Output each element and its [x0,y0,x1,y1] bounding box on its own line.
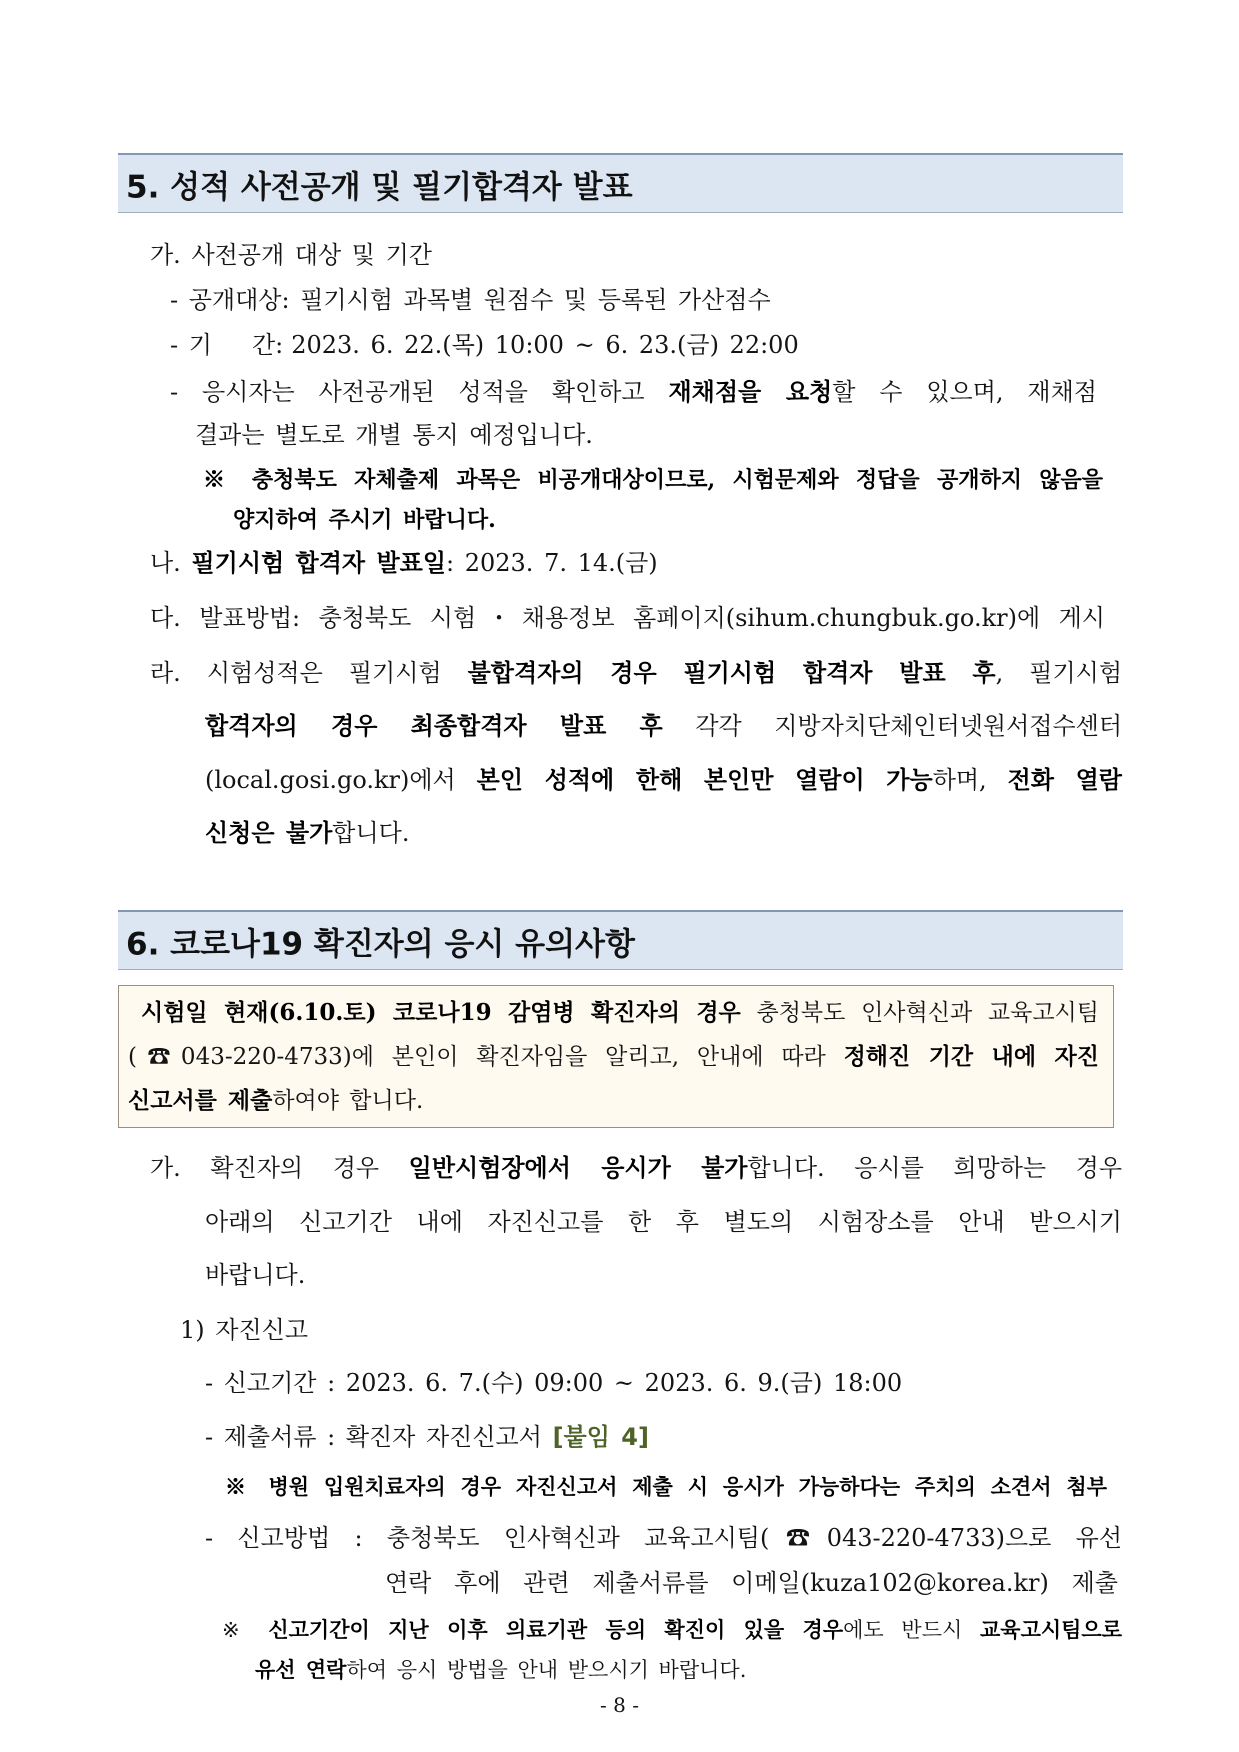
notice-text: 하여야 합니다. [272,1088,424,1114]
ra-emphasis: 전화 열람 [1007,765,1122,794]
hospital-note: ※ 병원 입원치료자의 경우 자진신고서 제출 시 응시가 가능하다는 주치의 소견서 첨부 [225,1474,1107,1499]
report-method-line-2: 연락 후에 관련 제출서류를 이메일(kuza102@korea.kr) 제출 [385,1569,1118,1597]
section-5-title: 5. 성적 사전공개 및 필기합격자 발표 [126,169,633,205]
period-value: 2023. 6. 22.(목) 10:00 ~ 6. 23.(금) 22:00 [291,331,799,359]
self-report-heading: 1) 자진신고 [180,1316,308,1344]
section-5-header [118,153,1123,213]
rescore-line-2: 결과는 별도로 개별 통지 예정입니다. [195,421,593,449]
documents-label: - 제출서류 : 확진자 자진신고서 [205,1423,553,1451]
s6-item-ga-line-3: 바랍니다. [205,1261,306,1289]
notice-text: 충청북도 인사혁신과 교육고시팀 [740,1000,1099,1026]
disclosure-period [170,330,799,360]
ra-text: 하며, [932,766,1008,794]
late-report-note-line-1 [222,1616,1122,1644]
attachment-tag: [붙임 4] [552,1423,649,1451]
notice-line-2 [128,1043,1099,1071]
ra-emphasis: 신청은 불가 [205,818,333,847]
rescore-emphasis: 재채점을 요청 [668,377,833,406]
ra-text: (local.gosi.go.kr)에서 [205,766,477,794]
rescore-text: - 응시자는 사전공개된 성적을 확인하고 [170,378,669,406]
ga-text: 합니다. 응시를 희망하는 경우 [747,1154,1123,1182]
ra-emphasis: 본인 성적에 한해 본인만 열람이 가능 [476,765,933,794]
ga-text: 가. 확진자의 경우 [150,1154,409,1182]
notice-line-3 [128,1087,423,1115]
ga-emphasis: 일반시험장에서 응시가 불가 [408,1153,748,1182]
note-mark: ※ [222,1618,269,1642]
late-note-text: 하여 응시 방법을 안내 받으시기 바랍니다. [346,1658,747,1682]
late-report-note-line-2 [255,1656,746,1684]
s5-item-na [150,548,658,578]
ra-text: 라. 시험성적은 필기시험 [150,659,468,687]
notice-emphasis: 신고서를 제출 [128,1087,273,1114]
s5-item-da: 다. 발표방법: 충청북도 시험・채용정보 홈페이지(sihum.chungbuk.go.kr)에 게시 [150,604,1105,632]
nondisclosure-note-line-2: 양지하여 주시기 바랍니다. [233,507,496,533]
na-value: : 2023. 7. 14.(금) [446,549,658,577]
late-note-text: 에도 반드시 [843,1618,980,1642]
report-method-line-1: - 신고방법 : 충청북도 인사혁신과 교육고시팀(☎043-220-4733)으로 유선 [205,1524,1122,1552]
nondisclosure-note-line-1: ※ 충청북도 자체출제 과목은 비공개대상이므로, 시험문제와 정답을 공개하지 않음을 [203,467,1103,493]
notice-emphasis: 정해진 기간 내에 자진 [843,1043,1099,1070]
s5-item-ra-line-3 [205,765,1122,795]
ra-text: , 필기시험 [995,659,1123,687]
ra-emphasis: 합격자의 경우 최종합격자 발표 후 [205,711,663,740]
notice-text: (☎043-220-4733)에 본인이 확진자임을 알리고, 안내에 따라 [128,1044,844,1070]
disclosure-target: - 공개대상: 필기시험 과목별 원점수 및 등록된 가산점수 [170,286,771,314]
notice-line-1 [141,999,1099,1027]
na-prefix: 나. [150,549,192,577]
ra-text: 합니다. [332,819,410,847]
s6-item-ga-line-2: 아래의 신고기간 내에 자진신고를 한 후 별도의 시험장소를 안내 받으시기 [205,1208,1122,1236]
late-note-emphasis: 교육고시팀으로 [980,1617,1123,1642]
late-note-emphasis: 유선 연락 [255,1657,347,1682]
period-label-end: 간: [251,331,284,359]
ra-text: 각각 지방자치단체인터넷원서접수센터 [662,712,1123,740]
period-label-start: - 기 [170,331,212,359]
rescore-text-end: 할 수 있으며, 재채점 [832,378,1097,406]
s6-item-ga-line-1 [150,1153,1122,1183]
rescore-line-1 [170,377,1097,407]
s5-item-ra-line-1 [150,658,1122,688]
page-number: - 8 - [600,1693,639,1717]
ra-emphasis: 불합격자의 경우 필기시험 합격자 발표 후 [467,658,996,687]
notice-emphasis: 시험일 현재(6.10.토) 코로나19 감염병 확진자의 경우 [141,999,741,1026]
s5-item-ra-line-2 [205,711,1122,741]
report-period: - 신고기간 : 2023. 6. 7.(수) 09:00 ~ 2023. 6. 9.(금) 18:00 [205,1369,903,1397]
late-note-emphasis: 신고기간이 지난 이후 의료기관 등의 확진이 있을 경우 [268,1617,844,1642]
s5-item-ga-heading: 가. 사전공개 대상 및 기간 [150,241,432,269]
section-6-header [118,910,1123,970]
s5-item-ra-line-4 [205,818,409,848]
na-label: 필기시험 합격자 발표일 [191,548,447,577]
section-6-title: 6. 코로나19 확진자의 응시 유의사항 [126,926,635,962]
covid-notice-box [118,985,1114,1128]
report-documents [205,1422,649,1452]
